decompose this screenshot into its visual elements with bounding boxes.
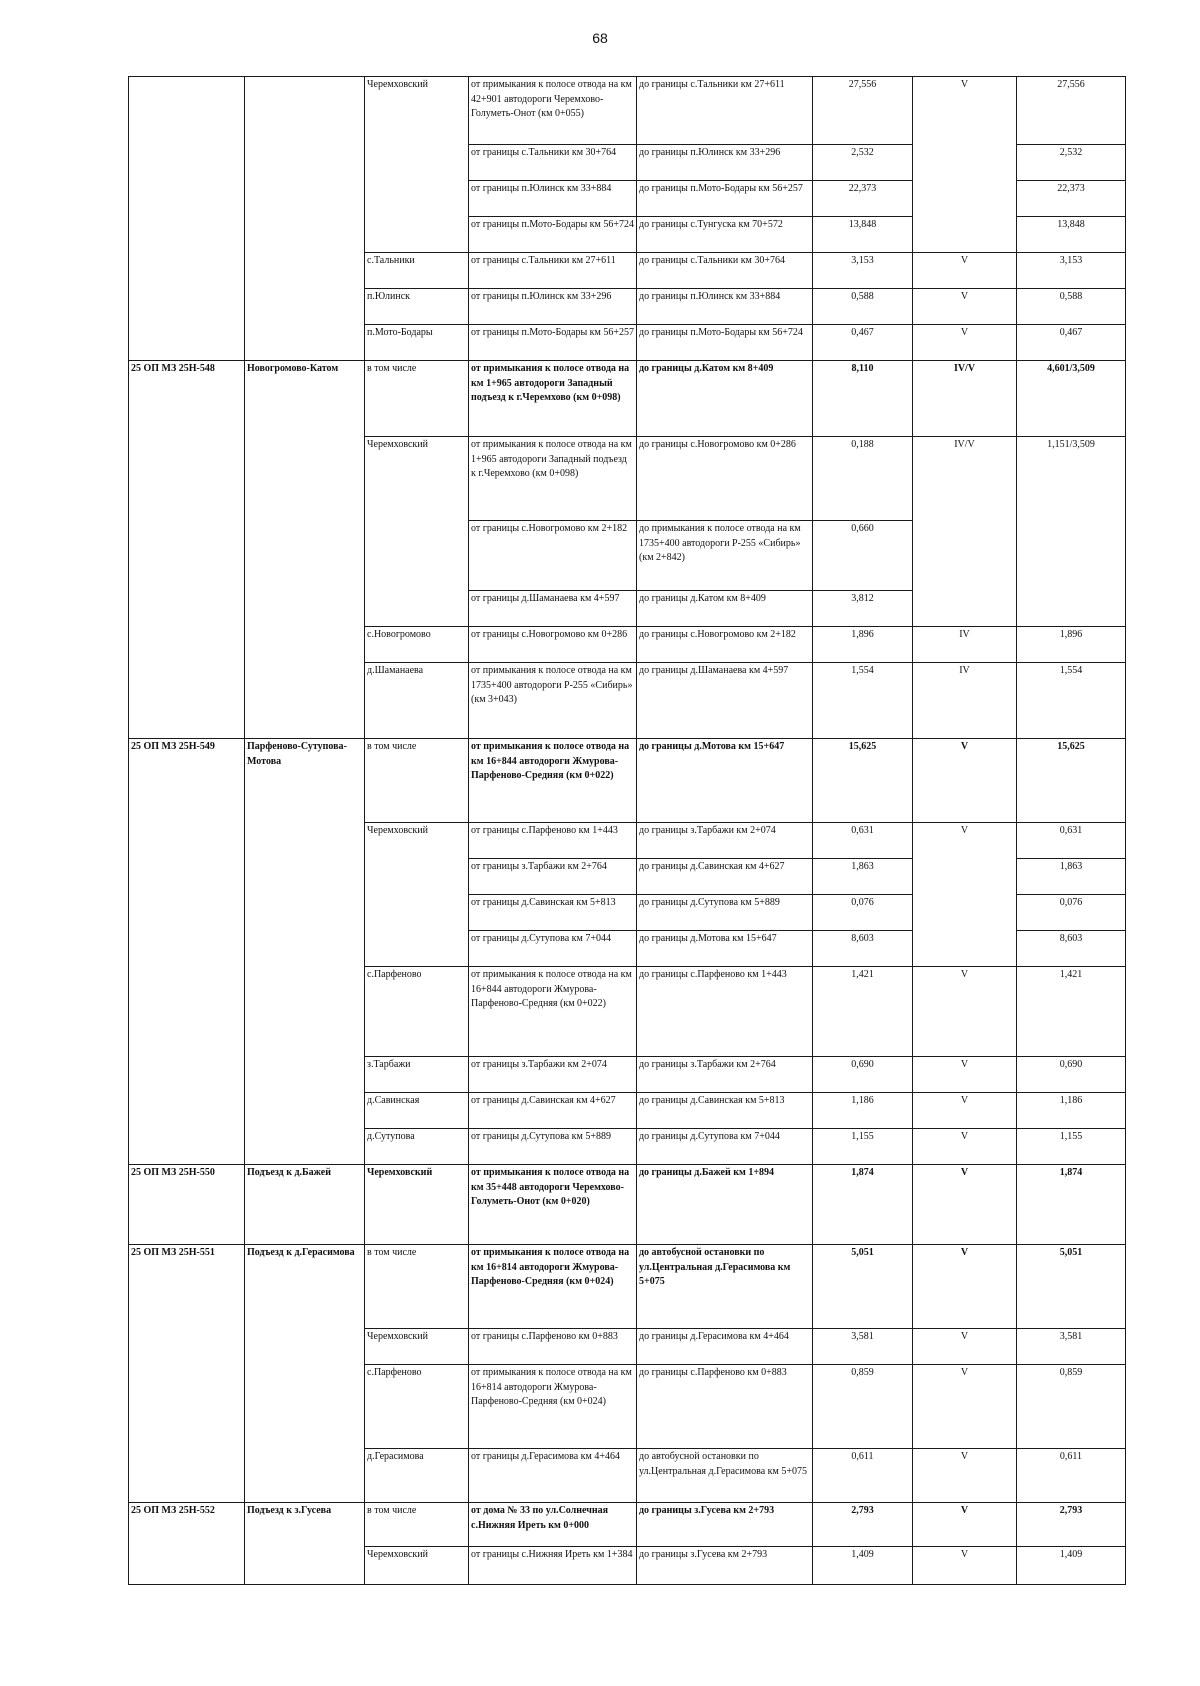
cell-length: 27,556: [813, 77, 913, 145]
cell-from: от границы д.Сутупова км 7+044: [469, 931, 637, 967]
table-row: [129, 1245, 1126, 1329]
cell-length: 1,874: [813, 1165, 913, 1245]
cell-from: от границы п.Мото-Бодары км 56+724: [469, 217, 637, 253]
cell-by-category: 3,581: [1017, 1329, 1126, 1365]
cell-to: до автобусной остановки по ул.Центральная д.Герасимова км 5+075: [637, 1245, 813, 1329]
cell-from: от дома № 33 по ул.Солнечная с.Нижняя Иреть км 0+000: [469, 1503, 637, 1547]
cell-to: до границы д.Шаманаева км 4+597: [637, 663, 813, 739]
cell-by-category: 1,863: [1017, 859, 1126, 895]
cell-category: IV/V: [913, 437, 1017, 627]
cell-length: 0,188: [813, 437, 913, 521]
cell-length: 0,859: [813, 1365, 913, 1449]
roads-table-body: [129, 77, 1126, 1585]
cell-to: до границы д.Катом км 8+409: [637, 591, 813, 627]
cell-category: V: [913, 325, 1017, 361]
cell-to: до границы с.Тальники км 27+611: [637, 77, 813, 145]
cell-from: от примыкания к полосе отвода на км 16+844 автодороги Жмурова-Парфеново-Средняя (км 0+022): [469, 967, 637, 1057]
cell-length: 1,409: [813, 1547, 913, 1585]
cell-by-category: 0,076: [1017, 895, 1126, 931]
cell-to: до границы д.Бажей км 1+894: [637, 1165, 813, 1245]
cell-category: V: [913, 1547, 1017, 1585]
cell-settlement: в том числе: [365, 1503, 469, 1547]
cell-name: Парфеново-Сутупова-Мотова: [245, 739, 365, 1165]
cell-from: от границы д.Сутупова км 5+889: [469, 1129, 637, 1165]
cell-length: 1,155: [813, 1129, 913, 1165]
cell-from: от примыкания к полосе отвода на км 1+965 автодороги Западный подъезд к г.Черемхово (км 0+098): [469, 437, 637, 521]
cell-by-category: 1,155: [1017, 1129, 1126, 1165]
cell-category: V: [913, 1057, 1017, 1093]
cell-to: до границы п.Мото-Бодары км 56+724: [637, 325, 813, 361]
cell-to: до границы д.Савинская км 4+627: [637, 859, 813, 895]
cell-name: Подъезд к д.Герасимова: [245, 1245, 365, 1503]
cell-length: 1,554: [813, 663, 913, 739]
cell-length: 1,863: [813, 859, 913, 895]
cell-length: 3,581: [813, 1329, 913, 1365]
cell-to: до границы д.Сутупова км 7+044: [637, 1129, 813, 1165]
cell-settlement: Черемховский: [365, 1329, 469, 1365]
cell-from: от границы с.Тальники км 27+611: [469, 253, 637, 289]
cell-to: до границы с.Парфеново км 0+883: [637, 1365, 813, 1449]
cell-by-category: 3,153: [1017, 253, 1126, 289]
cell-category: IV: [913, 627, 1017, 663]
cell-settlement: с.Парфеново: [365, 967, 469, 1057]
cell-by-category: 1,896: [1017, 627, 1126, 663]
page-number: 68: [592, 30, 608, 46]
cell-category: V: [913, 289, 1017, 325]
cell-by-category: 0,690: [1017, 1057, 1126, 1093]
cell-to: до границы п.Юлинск км 33+884: [637, 289, 813, 325]
cell-name: Подъезд к д.Бажей: [245, 1165, 365, 1245]
cell-from: от границы с.Парфеново км 0+883: [469, 1329, 637, 1365]
cell-from: от границы д.Савинская км 5+813: [469, 895, 637, 931]
cell-to: до границы с.Новогромово км 2+182: [637, 627, 813, 663]
cell-length: 13,848: [813, 217, 913, 253]
cell-by-category: 22,373: [1017, 181, 1126, 217]
cell-category: V: [913, 253, 1017, 289]
cell-length: 0,611: [813, 1449, 913, 1503]
cell-settlement: Черемховский: [365, 77, 469, 253]
cell-by-category: 2,793: [1017, 1503, 1126, 1547]
cell-settlement: с.Тальники: [365, 253, 469, 289]
cell-from: от границы с.Парфеново км 1+443: [469, 823, 637, 859]
cell-from: от границы д.Герасимова км 4+464: [469, 1449, 637, 1503]
cell-length: 0,467: [813, 325, 913, 361]
cell-by-category: 1,421: [1017, 967, 1126, 1057]
cell-settlement: п.Мото-Бодары: [365, 325, 469, 361]
cell-settlement: д.Савинская: [365, 1093, 469, 1129]
cell-from: от границы з.Тарбажи км 2+074: [469, 1057, 637, 1093]
cell-to: до границы д.Сутупова км 5+889: [637, 895, 813, 931]
cell-category: V: [913, 1329, 1017, 1365]
cell-length: 8,603: [813, 931, 913, 967]
table-row: [129, 361, 1126, 437]
cell-settlement: Черемховский: [365, 437, 469, 627]
cell-to: до границы д.Савинская км 5+813: [637, 1093, 813, 1129]
table-row: [129, 1165, 1126, 1245]
cell-category: V: [913, 1245, 1017, 1329]
cell-id: 25 ОП МЗ 25Н-551: [129, 1245, 245, 1503]
cell-by-category: 4,601/3,509: [1017, 361, 1126, 437]
cell-from: от границы д.Савинская км 4+627: [469, 1093, 637, 1129]
cell-category: V: [913, 739, 1017, 823]
cell-from: от границы п.Юлинск км 33+296: [469, 289, 637, 325]
cell-from: от примыкания к полосе отвода на км 42+901 автодороги Черемхово-Голуметь-Онот (км 0+055): [469, 77, 637, 145]
cell-to: до границы п.Мото-Бодары км 56+257: [637, 181, 813, 217]
cell-settlement: д.Герасимова: [365, 1449, 469, 1503]
cell-to: до границы д.Катом км 8+409: [637, 361, 813, 437]
cell-by-category: 5,051: [1017, 1245, 1126, 1329]
cell-by-category: 1,874: [1017, 1165, 1126, 1245]
cell-to: до границы д.Мотова км 15+647: [637, 739, 813, 823]
roads-table: [128, 76, 1126, 1585]
cell-length: 5,051: [813, 1245, 913, 1329]
cell-to: до границы д.Мотова км 15+647: [637, 931, 813, 967]
cell-category: V: [913, 823, 1017, 967]
cell-name: [245, 77, 365, 361]
cell-by-category: 1,409: [1017, 1547, 1126, 1585]
cell-to: до примыкания к полосе отвода на км 1735+400 автодороги Р-255 «Сибирь» (км 2+842): [637, 521, 813, 591]
cell-to: до границы з.Тарбажи км 2+074: [637, 823, 813, 859]
cell-by-category: 1,186: [1017, 1093, 1126, 1129]
cell-from: от границы с.Нижняя Иреть км 1+384: [469, 1547, 637, 1585]
cell-settlement: в том числе: [365, 361, 469, 437]
roads-table-wrapper: [128, 76, 1125, 1585]
cell-by-category: 0,588: [1017, 289, 1126, 325]
cell-settlement: п.Юлинск: [365, 289, 469, 325]
cell-to: до границы п.Юлинск км 33+296: [637, 145, 813, 181]
cell-from: от границы д.Шаманаева км 4+597: [469, 591, 637, 627]
cell-category: V: [913, 1093, 1017, 1129]
cell-by-category: 2,532: [1017, 145, 1126, 181]
cell-length: 1,896: [813, 627, 913, 663]
cell-length: 2,532: [813, 145, 913, 181]
cell-settlement: с.Новогромово: [365, 627, 469, 663]
cell-length: 2,793: [813, 1503, 913, 1547]
cell-id: 25 ОП МЗ 25Н-548: [129, 361, 245, 739]
cell-to: до границы с.Тальники км 30+764: [637, 253, 813, 289]
cell-to: до границы з.Тарбажи км 2+764: [637, 1057, 813, 1093]
cell-to: до границы с.Тунгуска км 70+572: [637, 217, 813, 253]
cell-category: V: [913, 1129, 1017, 1165]
cell-by-category: 8,603: [1017, 931, 1126, 967]
cell-category: V: [913, 1449, 1017, 1503]
cell-id: 25 ОП МЗ 25Н-552: [129, 1503, 245, 1585]
cell-by-category: 1,151/3,509: [1017, 437, 1126, 627]
cell-from: от примыкания к полосе отвода на км 35+448 автодороги Черемхово-Голуметь-Онот (км 0+020): [469, 1165, 637, 1245]
cell-length: 15,625: [813, 739, 913, 823]
cell-length: 22,373: [813, 181, 913, 217]
cell-category: V: [913, 967, 1017, 1057]
table-row: [129, 1503, 1126, 1547]
cell-id: [129, 77, 245, 361]
cell-from: от границы п.Мото-Бодары км 56+257: [469, 325, 637, 361]
cell-length: 0,690: [813, 1057, 913, 1093]
cell-category: V: [913, 1503, 1017, 1547]
cell-settlement: з.Тарбажи: [365, 1057, 469, 1093]
cell-from: от границы с.Тальники км 30+764: [469, 145, 637, 181]
cell-length: 0,660: [813, 521, 913, 591]
cell-by-category: 27,556: [1017, 77, 1126, 145]
cell-settlement: Черемховский: [365, 823, 469, 967]
cell-length: 0,631: [813, 823, 913, 859]
cell-from: от границы с.Новогромово км 0+286: [469, 627, 637, 663]
cell-from: от примыкания к полосе отвода на км 16+814 автодороги Жмурова-Парфеново-Средняя (км 0+024): [469, 1245, 637, 1329]
cell-length: 0,076: [813, 895, 913, 931]
cell-from: от примыкания к полосе отвода на км 1+965 автодороги Западный подъезд к г.Черемхово (км 0+098): [469, 361, 637, 437]
cell-settlement: Черемховский: [365, 1165, 469, 1245]
cell-category: V: [913, 1165, 1017, 1245]
cell-from: от примыкания к полосе отвода на км 16+844 автодороги Жмурова-Парфеново-Средняя (км 0+022): [469, 739, 637, 823]
cell-settlement: с.Парфеново: [365, 1365, 469, 1449]
cell-to: до границы з.Гусева км 2+793: [637, 1547, 813, 1585]
cell-by-category: 0,611: [1017, 1449, 1126, 1503]
cell-length: 3,812: [813, 591, 913, 627]
cell-by-category: 0,859: [1017, 1365, 1126, 1449]
cell-length: 1,421: [813, 967, 913, 1057]
cell-to: до границы с.Новогромово км 0+286: [637, 437, 813, 521]
cell-id: 25 ОП МЗ 25Н-550: [129, 1165, 245, 1245]
cell-by-category: 0,467: [1017, 325, 1126, 361]
cell-to: до границы с.Парфеново км 1+443: [637, 967, 813, 1057]
cell-length: 8,110: [813, 361, 913, 437]
cell-id: 25 ОП МЗ 25Н-549: [129, 739, 245, 1165]
cell-by-category: 15,625: [1017, 739, 1126, 823]
cell-name: Новогромово-Катом: [245, 361, 365, 739]
cell-settlement: в том числе: [365, 1245, 469, 1329]
table-row: [129, 739, 1126, 823]
cell-settlement: д.Шаманаева: [365, 663, 469, 739]
cell-from: от примыкания к полосе отвода на км 1735+400 автодороги Р-255 «Сибирь» (км 3+043): [469, 663, 637, 739]
cell-to: до границы з.Гусева км 2+793: [637, 1503, 813, 1547]
cell-settlement: в том числе: [365, 739, 469, 823]
cell-name: Подъезд к з.Гусева: [245, 1503, 365, 1585]
table-row: [129, 77, 1126, 145]
cell-category: IV: [913, 663, 1017, 739]
cell-settlement: Черемховский: [365, 1547, 469, 1585]
cell-category: IV/V: [913, 361, 1017, 437]
cell-length: 0,588: [813, 289, 913, 325]
cell-length: 1,186: [813, 1093, 913, 1129]
cell-from: от границы с.Новогромово км 2+182: [469, 521, 637, 591]
cell-by-category: 1,554: [1017, 663, 1126, 739]
cell-from: от границы п.Юлинск км 33+884: [469, 181, 637, 217]
cell-category: V: [913, 77, 1017, 253]
cell-from: от границы з.Тарбажи км 2+764: [469, 859, 637, 895]
cell-length: 3,153: [813, 253, 913, 289]
cell-to: до границы д.Герасимова км 4+464: [637, 1329, 813, 1365]
cell-from: от примыкания к полосе отвода на км 16+814 автодороги Жмурова-Парфеново-Средняя (км 0+024): [469, 1365, 637, 1449]
cell-to: до автобусной остановки по ул.Центральная д.Герасимова км 5+075: [637, 1449, 813, 1503]
cell-settlement: д.Сутупова: [365, 1129, 469, 1165]
cell-by-category: 13,848: [1017, 217, 1126, 253]
cell-category: V: [913, 1365, 1017, 1449]
cell-by-category: 0,631: [1017, 823, 1126, 859]
